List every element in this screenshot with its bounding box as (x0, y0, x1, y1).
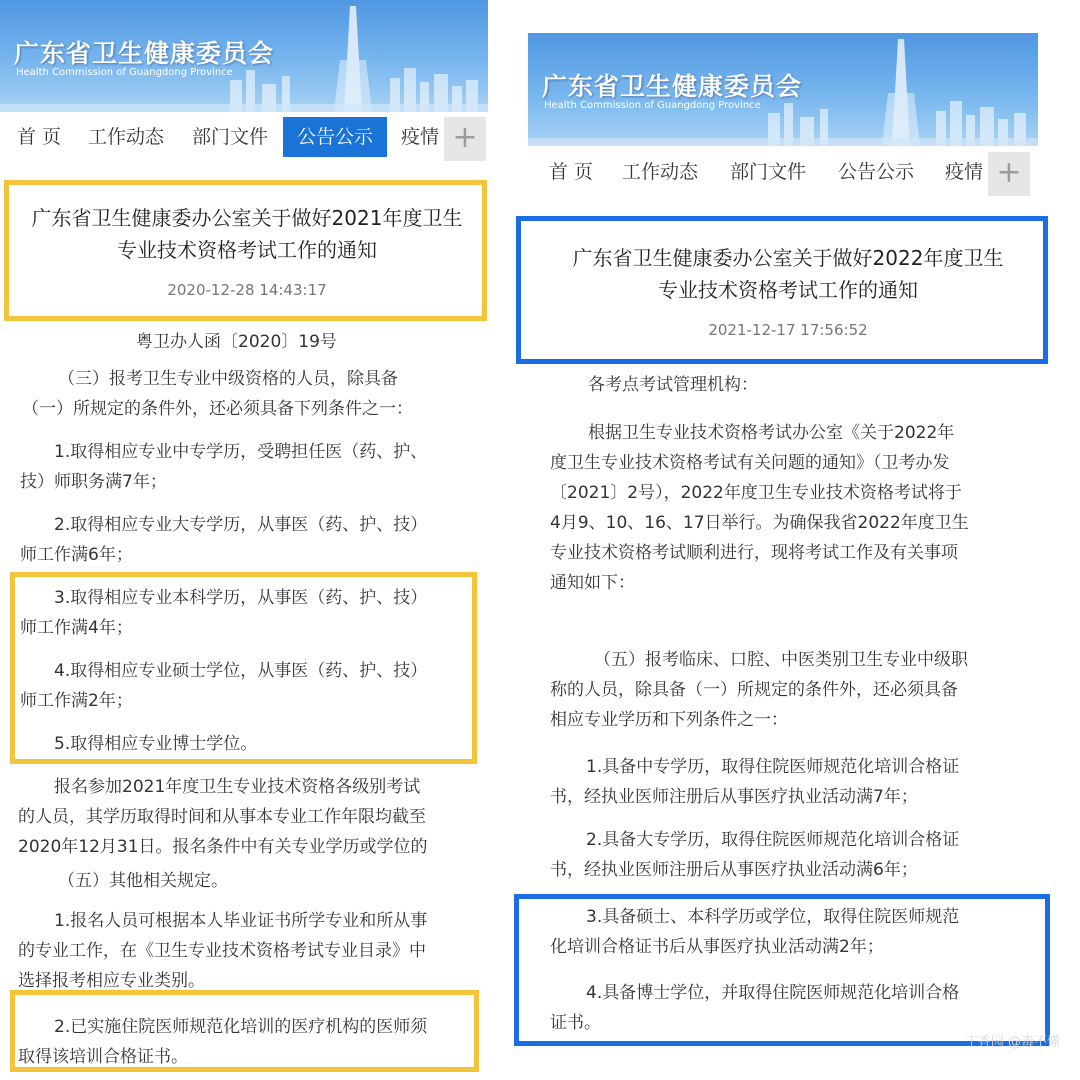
body-line: （一）所规定的条件外，还必须具备下列条件之一： (22, 399, 413, 419)
site-title: 广东省卫生健康委员会 (14, 39, 275, 68)
nav-epidemic[interactable]: 疫情 (944, 161, 983, 183)
body-line: 专业技术资格考试顺利进行，现将考试工作及有关事项 (550, 543, 958, 563)
nav-home[interactable]: 首 页 (548, 161, 594, 183)
body-line: 4月9、10、16、17日举行。为确保我省2022年度卫生 (550, 513, 969, 533)
nav-work-news[interactable]: 工作动态 (621, 161, 698, 183)
doc-number: 粤卫办人函〔2020〕19号 (136, 332, 337, 352)
body-line: 2.具备大专学历，取得住院医师规范化培训合格证 (586, 830, 960, 850)
body-line: 技）师职务满7年； (20, 472, 167, 492)
plus-icon[interactable]: + (988, 152, 1030, 196)
body-line: 2.取得相应专业大专学历，从事医（药、护、技） (54, 515, 428, 535)
body-line: 1.具备中专学历，取得住院医师规范化培训合格证 (586, 757, 960, 777)
left-screenshot (0, 0, 490, 1080)
body-line: 度卫生专业技术资格考试有关问题的通知》（卫考办发 (550, 453, 950, 473)
article-title-line1: 广东省卫生健康委办公室关于做好2021年度卫生 (31, 206, 463, 230)
body-line: 1.取得相应专业中专学历，受聘担任医（药、护、 (54, 442, 428, 462)
body-line: 3.取得相应专业本科学历，从事医（药、护、技） (54, 588, 428, 608)
body-line: 证书。 (550, 1013, 601, 1033)
watermark: 丁香园 @毒不懂 (964, 1035, 1060, 1050)
highlight-box-title (516, 216, 1048, 364)
body-line: 书，经执业医师注册后从事医疗执业活动满7年； (550, 787, 918, 807)
body-line: 的专业工作，在《卫生专业技术资格考试专业目录》中 (18, 941, 426, 961)
body-line: 化培训合格证书后从事医疗执业活动满2年； (550, 937, 884, 957)
body-line: （五）报考临床、口腔、中医类别卫生专业中级职 (594, 650, 968, 670)
body-line: 报名参加2021年度卫生专业技术资格各级别考试 (54, 777, 421, 797)
body-line: 师工作满4年； (20, 618, 133, 638)
body-line: 4.取得相应专业硕士学位，从事医（药、护、技） (54, 661, 428, 681)
body-line: 3.具备硕士、本科学历或学位，取得住院医师规范 (586, 907, 960, 927)
body-line: 相应专业学历和下列条件之一： (550, 710, 788, 730)
body-line: 书，经执业医师注册后从事医疗执业活动满6年； (550, 860, 918, 880)
highlight-box-training (10, 990, 479, 1072)
body-line: 根据卫生专业技术资格考试办公室《关于2022年 (588, 423, 955, 443)
body-line: 4.具备博士学位，并取得住院医师规范化培训合格 (586, 983, 960, 1003)
site-title: 广东省卫生健康委员会 (542, 72, 803, 101)
nav-announcements[interactable]: 公告公示 (283, 117, 387, 157)
nav-home[interactable]: 首 页 (16, 126, 62, 148)
plus-icon[interactable]: + (444, 117, 486, 161)
body-line: 的人员，其学历取得时间和从事本专业工作年限均截至 (18, 807, 426, 827)
top-nav (528, 152, 1038, 194)
nav-announcements[interactable]: 公告公示 (837, 161, 914, 183)
article-title-line2: 专业技术资格考试工作的通知 (117, 238, 377, 262)
nav-epidemic[interactable]: 疫情 (400, 126, 439, 148)
nav-dept-files[interactable]: 部门文件 (191, 126, 268, 148)
article-date: 2021-12-17 17:56:52 (708, 321, 868, 339)
body-line: 师工作满6年； (20, 545, 133, 565)
article-title-line2: 专业技术资格考试工作的通知 (658, 278, 918, 302)
body-line: 1.报名人员可根据本人毕业证书所学专业和所从事 (54, 911, 428, 931)
body-line: 2.已实施住院医师规范化培训的医疗机构的医师须 (54, 1017, 428, 1037)
site-banner[interactable] (0, 0, 488, 112)
site-subtitle: Health Commission of Guangdong Province (544, 100, 761, 111)
body-line: 通知如下： (550, 573, 635, 593)
body-line: 2020年12月31日。报名条件中有关专业学历或学位的 (18, 837, 428, 857)
body-line: （五）其他相关规定。 (58, 871, 228, 891)
body-line: 各考点考试管理机构： (588, 375, 758, 395)
site-banner[interactable] (528, 33, 1038, 146)
body-line: 〔2021〕2号），2022年度卫生专业技术资格考试将于 (550, 483, 962, 503)
body-line: 选择报考相应专业类别。 (18, 971, 205, 991)
top-nav (0, 117, 488, 159)
nav-dept-files[interactable]: 部门文件 (729, 161, 806, 183)
highlight-box-conditions (514, 894, 1050, 1046)
right-screenshot (528, 0, 1080, 1080)
body-line: 取得该培训合格证书。 (18, 1047, 188, 1067)
body-line: 师工作满2年； (20, 691, 133, 711)
site-subtitle: Health Commission of Guangdong Province (16, 67, 233, 78)
article-title-line1: 广东省卫生健康委办公室关于做好2022年度卫生 (572, 246, 1004, 270)
body-line: 称的人员，除具备（一）所规定的条件外，还必须具备 (550, 680, 958, 700)
body-line: （三）报考卫生专业中级资格的人员，除具备 (58, 369, 398, 389)
highlight-box-conditions (10, 572, 477, 764)
highlight-box-title (4, 180, 487, 321)
body-line: 5.取得相应专业博士学位。 (54, 734, 258, 754)
article-date: 2020-12-28 14:43:17 (167, 281, 327, 299)
nav-work-news[interactable]: 工作动态 (87, 126, 164, 148)
